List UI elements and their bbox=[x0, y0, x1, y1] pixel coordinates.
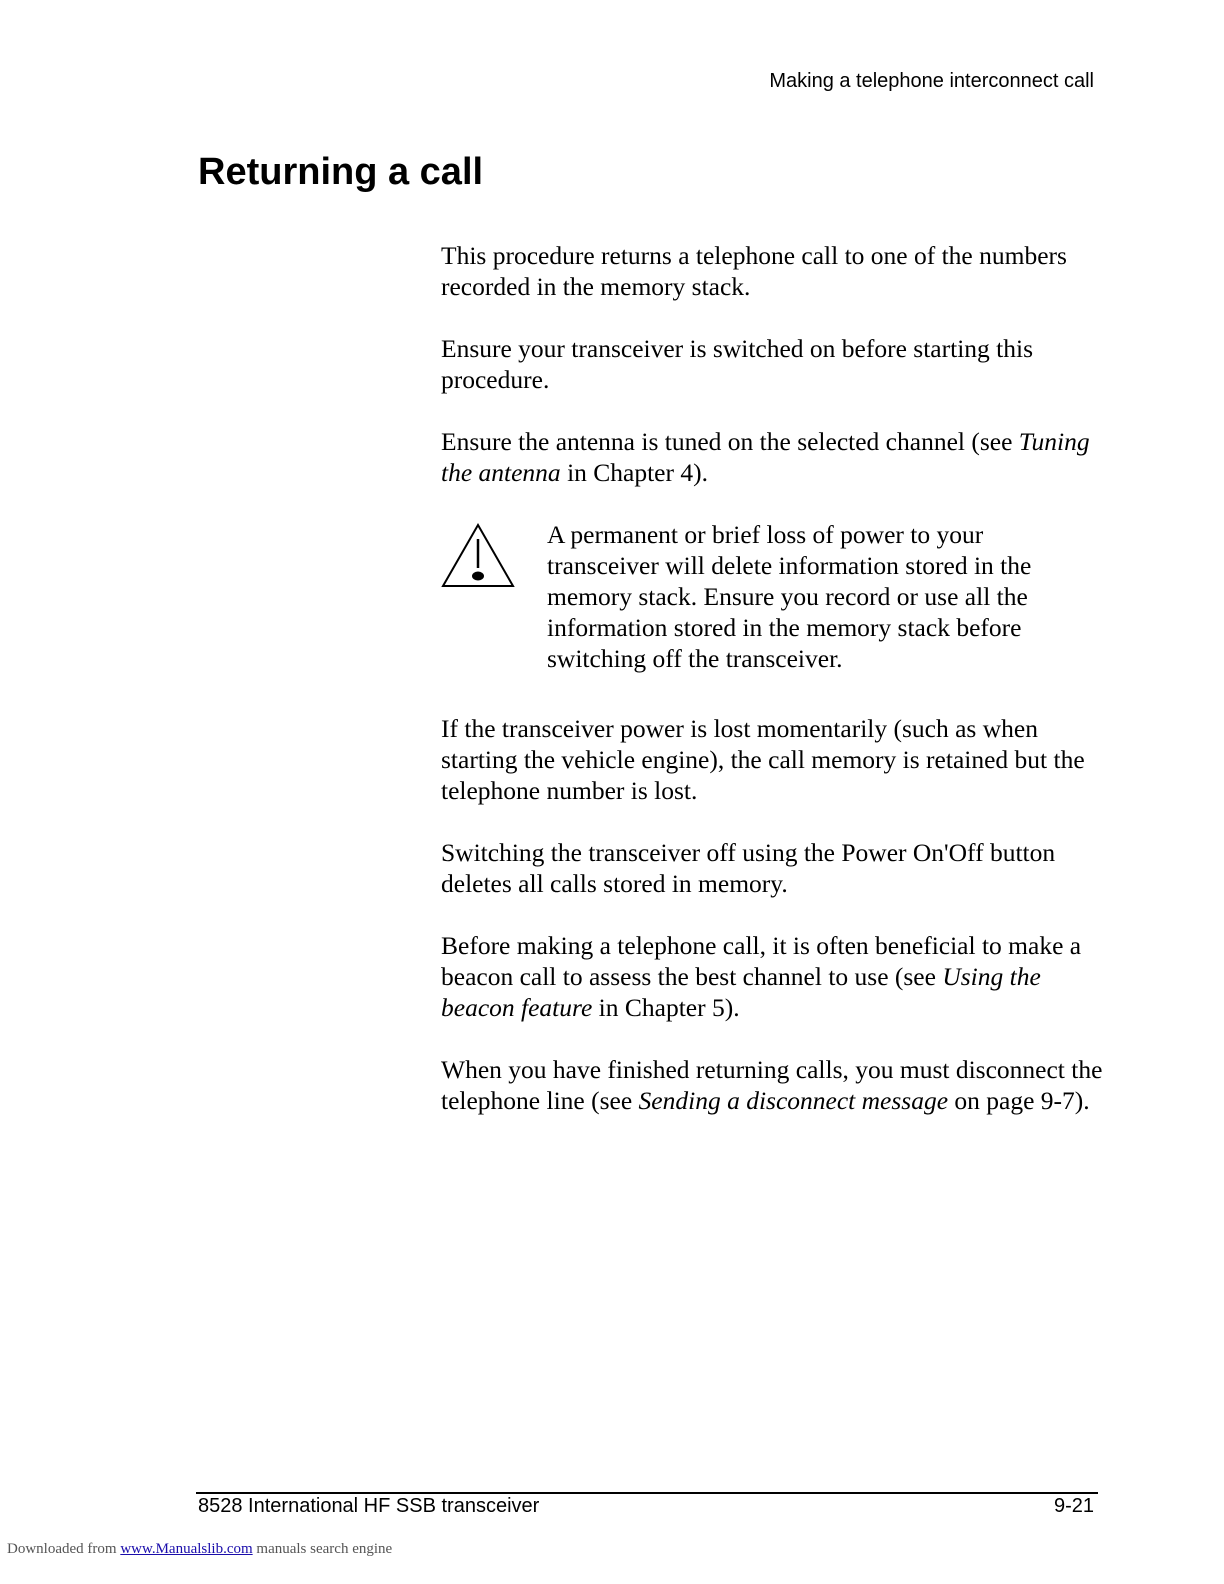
paragraph-intro: This procedure returns a telephone call to one of the numbers recorded in the memory stack. bbox=[441, 241, 1067, 301]
manualslib-link[interactable]: www.Manualslib.com bbox=[120, 1541, 253, 1557]
paragraph-disconnect-before: When you have finished returning calls, you must disconnect the telephone line (see bbox=[441, 1055, 1103, 1115]
paragraph-power-lost: If the transceiver power is lost momentarily (such as when starting the vehicle engine), the call memory is retained but the telephone number is lost. bbox=[441, 714, 1085, 805]
paragraph-switch-off: Switching the transceiver off using the Power On'Off button deletes all calls stored in memory. bbox=[441, 838, 1056, 898]
disconnect-message-reference: Sending a disconnect message bbox=[638, 1086, 949, 1115]
tuning-antenna-reference: Tuning the antenna bbox=[441, 427, 1090, 487]
page-title: Returning a call bbox=[198, 151, 484, 193]
paragraph-disconnect bbox=[441, 1054, 1109, 1116]
paragraph-disconnect-after: on page 9-7). bbox=[948, 1086, 1090, 1115]
paragraph-beacon-before: Before making a telephone call, it is often beneficial to make a beacon call to assess the best channel to use (see bbox=[441, 931, 1082, 991]
body-text bbox=[441, 240, 1109, 1147]
beacon-feature-reference: Using the beacon feature bbox=[441, 962, 1041, 1022]
warning-text: A permanent or brief loss of power to your transceiver will delete information stored in the memory stack. Ensure you record or use all the information stored in the memory stack before switching off the transceiver. bbox=[547, 520, 1032, 673]
running-header: Making a telephone interconnect call bbox=[769, 70, 1094, 92]
download-note-suffix: manuals search engine bbox=[252, 1541, 393, 1557]
warning-note bbox=[441, 519, 1109, 674]
footer-manual-title: 8528 International HF SSB transceiver bbox=[198, 1495, 540, 1517]
download-note-prefix: Downloaded from bbox=[7, 1541, 121, 1557]
paragraph-beacon bbox=[441, 930, 1109, 1023]
paragraph-antenna bbox=[441, 426, 1109, 488]
paragraph-switched-on: Ensure your transceiver is switched on before starting this procedure. bbox=[441, 334, 1034, 394]
footer-page-number: 9-21 bbox=[1053, 1495, 1094, 1517]
paragraph-beacon-after: in Chapter 5). bbox=[592, 993, 740, 1022]
paragraph-antenna-before: Ensure the antenna is tuned on the selected channel (see bbox=[441, 427, 1019, 456]
paragraph-antenna-after: in Chapter 4). bbox=[560, 458, 708, 487]
download-note bbox=[7, 1541, 392, 1558]
warning-triangle-icon bbox=[441, 519, 547, 596]
